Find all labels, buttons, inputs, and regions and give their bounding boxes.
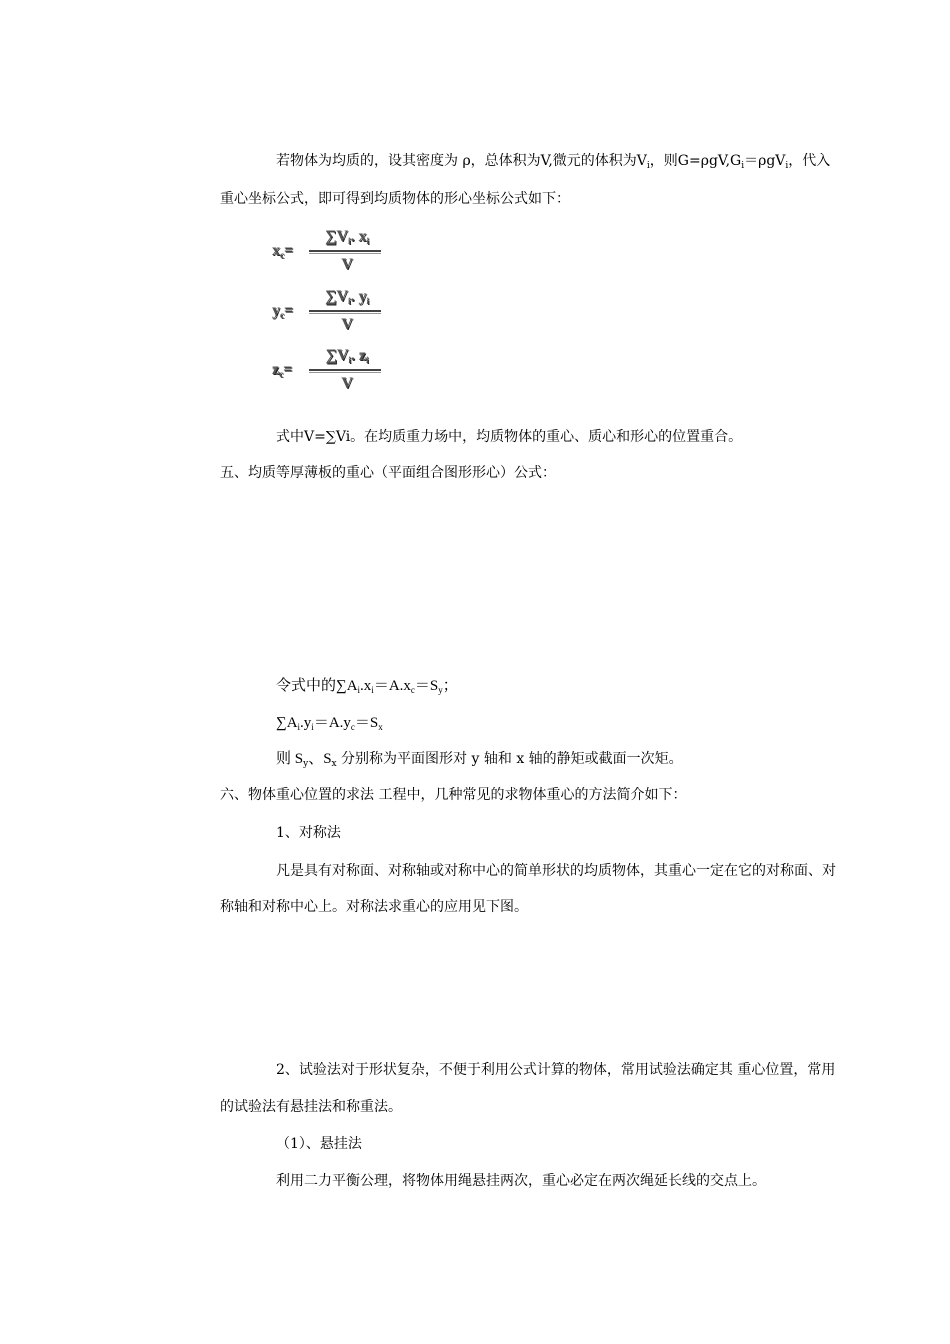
subscript: c <box>350 722 355 732</box>
subscript: i <box>371 685 374 695</box>
item-symmetry-method: 1、对称法 <box>276 825 341 841</box>
item-test-method-line2: 的试验法有悬挂法和称重法。 <box>220 1099 402 1115</box>
paragraph-symmetry-line1: 凡是具有对称面、对称轴或对称中心的简单形状的均质物体，其重心一定在它的对称面、对 <box>276 863 836 879</box>
text-fragment: 、S <box>308 751 332 767</box>
text-fragment: ； <box>442 678 458 694</box>
formula-lhs: $x_c=$ <box>272 242 294 260</box>
text-fragment: ＝S <box>354 715 379 731</box>
text-fragment: 令式中的∑A <box>276 678 358 694</box>
subscript: x <box>331 759 337 769</box>
formula-denominator: V <box>341 375 353 392</box>
text-fragment: ＝A.x <box>373 678 411 694</box>
formula-denominator: V <box>341 256 353 273</box>
text-fragment: 若物体为均质的，设其密度为 ρ，总体积为V,微元的体积为V <box>276 153 647 169</box>
formula-zc <box>272 349 387 405</box>
subscript: y <box>438 685 443 695</box>
text-fragment: ＝ρgV <box>744 153 786 169</box>
subscript: x <box>378 722 383 732</box>
fraction-bar <box>309 310 381 314</box>
item-suspension-method: （1）、悬挂法 <box>276 1136 362 1152</box>
text-fragment: ∑A <box>276 715 298 731</box>
formula-numerator: $\sum V_i$. $x_i$ <box>325 228 369 246</box>
static-moment-line1 <box>276 676 458 696</box>
formula-numerator: $\sum V_i$. $y_i$ <box>325 288 369 306</box>
subscript: i <box>785 161 789 171</box>
paragraph-homogeneous-line2: 重心坐标公式，即可得到均质物体的形心坐标公式如下： <box>220 191 570 207</box>
subscript: i <box>311 722 314 732</box>
static-moment-definition <box>276 749 683 769</box>
text-fragment: ＝S <box>414 678 439 694</box>
subscript: c <box>410 685 415 695</box>
subscript: i <box>741 161 745 171</box>
paragraph-suspension: 利用二力平衡公理，将物体用绳悬挂两次，重心必定在两次绳延长线的交点上。 <box>276 1173 766 1189</box>
static-moment-line2 <box>276 713 383 733</box>
formula-denominator: V <box>341 316 353 333</box>
paragraph-homogeneous-line1 <box>276 151 830 171</box>
text-fragment: .y <box>300 715 312 731</box>
paragraph-coincide: 式中V=∑Vi。在均质重力场中，均质物体的重心、质心和形心的位置重合。 <box>276 429 743 445</box>
subscript: i <box>297 722 301 732</box>
heading-section-6: 六、物体重心位置的求法 工程中，几种常见的求物体重心的方法简介如下： <box>220 787 687 803</box>
text-fragment: 则 S <box>276 751 304 767</box>
formula-yc <box>272 290 387 346</box>
formula-xc <box>272 230 387 286</box>
heading-section-5: 五、均质等厚薄板的重心（平面组合图形形心）公式： <box>220 465 556 481</box>
formula-lhs: $y_c=$ <box>272 302 294 320</box>
paragraph-symmetry-line2: 称轴和对称中心上。对称法求重心的应用见下图。 <box>220 899 528 915</box>
text-fragment: ＝A.y <box>313 715 351 731</box>
text-fragment: 分别称为平面图形对 y 轴和 x 轴的静矩或截面一次矩。 <box>336 751 683 767</box>
formula-numerator: $\sum V_i$. $z_i$ <box>325 347 369 365</box>
subscript: i <box>357 685 361 695</box>
subscript: i <box>646 161 650 171</box>
item-test-method-line1: 2、试验法对于形状复杂，不便于利用公式计算的物体，常用试验法确定其 重心位置，常用 <box>276 1062 836 1078</box>
text-fragment: ，代入 <box>788 153 831 169</box>
subscript: y <box>303 759 309 769</box>
formula-lhs: $z_c=$ <box>272 361 293 379</box>
text-fragment: ，则G=ρgV,G <box>649 153 742 169</box>
text-fragment: .x <box>360 678 372 694</box>
fraction-bar <box>309 369 381 373</box>
fraction-bar <box>309 250 381 254</box>
